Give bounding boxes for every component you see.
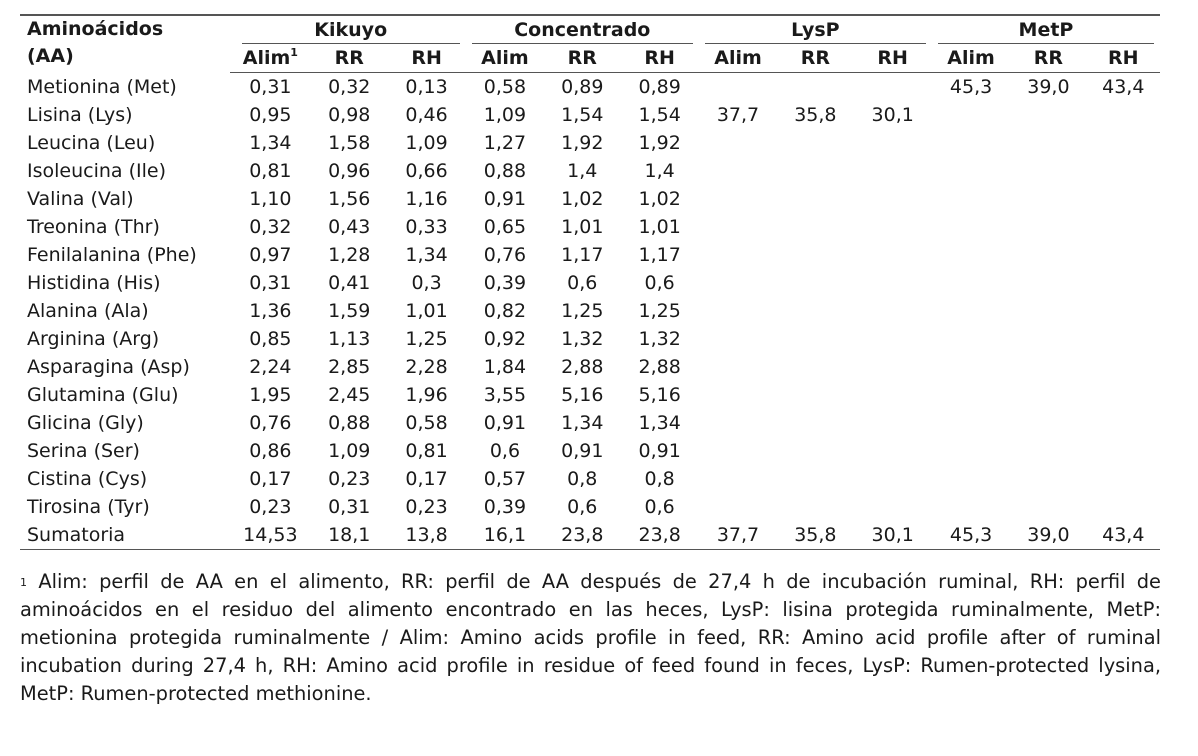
- table-cell: [1010, 465, 1086, 493]
- table-cell: 2,88: [561, 356, 604, 378]
- table-cell: [699, 493, 777, 521]
- table-cell: 0,6: [567, 496, 598, 518]
- table-cell: 1,25: [561, 300, 604, 322]
- table-cell: 30,1: [871, 104, 914, 126]
- table-cell: 5,16: [638, 384, 681, 406]
- amino-acid-table-document: [20, 14, 1160, 550]
- table-cell: [1087, 269, 1160, 297]
- row-label: Lisina (Lys): [27, 104, 133, 126]
- table-cell: 1,36: [249, 300, 292, 322]
- table-cell: 0,8: [567, 468, 598, 490]
- table-cell: [777, 325, 853, 353]
- subheader-lysp-rr: RR: [777, 44, 853, 73]
- footnote-text: Alim: perfil de AA en el alimento, RR: perfil de AA después de 27,4 h de incubación ruminal, RH: perfil de aminoácidos en el residuo del alimento encontrado en las heces, LysP: lisina protegida ruminalmente, MetP: metionina protegida ruminalmente / Alim: Amino acids profile in feed, RR: Amino acid profile after of ruminal incubation during 27,4 h, RH: Amino acid profile in residue of feed found in feces, LysP: Rumen-protected lysina, MetP: Rumen-protected methionine.: [20, 570, 1161, 705]
- table-cell: [1087, 101, 1160, 129]
- table-cell: [699, 465, 777, 493]
- table-row-total: [20, 521, 1160, 550]
- table-cell: 1,58: [328, 132, 371, 154]
- row-label: Isoleucina (Ile): [27, 160, 166, 182]
- table-cell: 37,7: [699, 521, 777, 550]
- table-cell: 1,01: [405, 300, 448, 322]
- table-cell: 37,7: [716, 104, 760, 126]
- table-cell: 0,17: [249, 468, 292, 490]
- table-cell: 1,96: [405, 384, 448, 406]
- table-cell: 0,91: [483, 412, 527, 434]
- table-row: [20, 73, 1160, 102]
- table-cell: 1,56: [328, 188, 371, 210]
- row-label: Serina (Ser): [27, 440, 140, 462]
- table-cell: 0,31: [249, 272, 292, 294]
- table-cell: 0,23: [405, 496, 448, 518]
- table-cell: 1,16: [405, 188, 448, 210]
- table-cell: 5,16: [561, 384, 604, 406]
- table-cell: [699, 353, 777, 381]
- table-cell: 43,4: [1102, 76, 1145, 98]
- table-cell: 30,1: [854, 521, 932, 550]
- row-label: Glutamina (Glu): [27, 384, 179, 406]
- table-cell: [932, 185, 1010, 213]
- table-cell: 0,6: [644, 272, 675, 294]
- table-cell: [777, 353, 853, 381]
- table-cell: 0,39: [483, 496, 527, 518]
- table-cell: 0,89: [561, 76, 604, 98]
- table-cell: [854, 129, 932, 157]
- table-cell: 0,88: [483, 160, 527, 182]
- table-cell: [1010, 157, 1086, 185]
- table-cell: 35,8: [794, 104, 837, 126]
- table-cell: 0,76: [249, 412, 292, 434]
- table-row: [20, 493, 1160, 521]
- table-cell: [854, 493, 932, 521]
- table-cell: 1,54: [638, 104, 681, 126]
- table-cell: 0,6: [567, 272, 598, 294]
- table-cell: [854, 213, 932, 241]
- table-row: [20, 101, 1160, 129]
- table-cell: [699, 409, 777, 437]
- table-cell: [932, 101, 1010, 129]
- table-cell: [1087, 185, 1160, 213]
- table-cell: [699, 157, 777, 185]
- table-cell: [854, 241, 932, 269]
- table-cell: 16,1: [466, 521, 544, 550]
- aa-header-line2: (AA): [27, 45, 74, 67]
- table-cell: [777, 465, 853, 493]
- table-cell: [1010, 129, 1086, 157]
- subheader-concentrado-rr: RR: [544, 44, 620, 73]
- table-cell: 45,3: [949, 76, 993, 98]
- table-cell: 0,43: [328, 216, 371, 238]
- table-cell: 1,25: [405, 328, 448, 350]
- table-cell: 35,8: [777, 521, 853, 550]
- table-cell: 43,4: [1087, 521, 1160, 550]
- table-cell: [777, 241, 853, 269]
- table-cell: 0,41: [328, 272, 371, 294]
- table-cell: [932, 493, 1010, 521]
- subheader-metp-alim: Alim: [932, 44, 1010, 73]
- table-row: [20, 381, 1160, 409]
- table-row: [20, 157, 1160, 185]
- table-cell: [777, 493, 853, 521]
- table-cell: [699, 297, 777, 325]
- table-cell: [932, 437, 1010, 465]
- table-cell: [777, 129, 853, 157]
- table-cell: [777, 297, 853, 325]
- table-cell: 1,28: [328, 244, 371, 266]
- table-cell: 1,17: [638, 244, 681, 266]
- table-cell: 39,0: [1010, 521, 1086, 550]
- table-cell: 1,09: [328, 440, 371, 462]
- row-label: Leucina (Leu): [27, 132, 156, 154]
- table-cell: 0,3: [411, 272, 442, 294]
- table-cell: 0,96: [328, 160, 371, 182]
- table-cell: [777, 437, 853, 465]
- table-cell: 0,32: [249, 216, 292, 238]
- row-label: Glicina (Gly): [27, 412, 144, 434]
- table-cell: [777, 381, 853, 409]
- table-cell: [777, 269, 853, 297]
- table-cell: 0,23: [328, 468, 371, 490]
- table-cell: 0,95: [249, 104, 292, 126]
- table-cell: [1010, 101, 1086, 129]
- table-cell: 1,13: [328, 328, 371, 350]
- table-cell: [854, 73, 932, 102]
- table-cell: 0,57: [483, 468, 527, 490]
- table-cell: 1,4: [567, 160, 598, 182]
- row-label: Histidina (His): [27, 272, 161, 294]
- amino-acid-table-body: [20, 73, 1160, 550]
- table-cell: [932, 297, 1010, 325]
- table-cell: 39,0: [1027, 76, 1070, 98]
- table-cell: [699, 73, 777, 102]
- table-footnote: [20, 568, 1161, 708]
- table-cell: [699, 269, 777, 297]
- table-cell: [777, 409, 853, 437]
- table-cell: 0,91: [638, 440, 681, 462]
- row-label: Sumatoria: [20, 521, 230, 550]
- table-cell: [699, 241, 777, 269]
- table-cell: [1010, 241, 1086, 269]
- table-cell: [777, 157, 853, 185]
- table-cell: [699, 381, 777, 409]
- table-cell: [1087, 157, 1160, 185]
- table-cell: [932, 409, 1010, 437]
- table-cell: [932, 325, 1010, 353]
- table-cell: [699, 437, 777, 465]
- table-cell: [1087, 409, 1160, 437]
- table-cell: [777, 213, 853, 241]
- table-cell: 18,1: [311, 521, 387, 550]
- table-cell: 0,98: [328, 104, 371, 126]
- table-cell: 0,39: [483, 272, 527, 294]
- table-cell: 1,02: [561, 188, 604, 210]
- table-cell: 0,76: [483, 244, 527, 266]
- table-row: [20, 409, 1160, 437]
- table-cell: 1,09: [405, 132, 448, 154]
- table-cell: [854, 269, 932, 297]
- table-cell: [854, 409, 932, 437]
- table-cell: [1010, 325, 1086, 353]
- table-cell: 2,45: [328, 384, 371, 406]
- table-cell: 1,01: [561, 216, 604, 238]
- group-header-lysp: LysP: [699, 15, 932, 44]
- row-label: Fenilalanina (Phe): [27, 244, 197, 266]
- table-cell: 0,58: [405, 412, 448, 434]
- table-cell: 23,8: [544, 521, 620, 550]
- table-cell: 45,3: [932, 521, 1010, 550]
- table-cell: 0,92: [483, 328, 527, 350]
- table-cell: [932, 157, 1010, 185]
- table-cell: 0,58: [483, 76, 527, 98]
- table-row: [20, 297, 1160, 325]
- table-cell: [699, 213, 777, 241]
- table-cell: 1,34: [249, 132, 292, 154]
- table-cell: 0,65: [483, 216, 527, 238]
- table-cell: [1087, 381, 1160, 409]
- table-cell: 1,54: [561, 104, 604, 126]
- table-cell: [1087, 353, 1160, 381]
- table-cell: [1010, 381, 1086, 409]
- table-cell: 0,88: [328, 412, 371, 434]
- table-cell: 1,02: [638, 188, 681, 210]
- subheader-lysp-alim: Alim: [699, 44, 777, 73]
- footnote-number: 1: [20, 576, 27, 589]
- table-row: [20, 129, 1160, 157]
- table-cell: [1087, 437, 1160, 465]
- table-cell: [932, 241, 1010, 269]
- table-cell: [932, 269, 1010, 297]
- table-cell: 1,84: [483, 356, 527, 378]
- table-cell: 1,92: [638, 132, 681, 154]
- table-cell: [854, 353, 932, 381]
- table-row: [20, 353, 1160, 381]
- table-cell: [1087, 213, 1160, 241]
- table-cell: [1087, 297, 1160, 325]
- table-cell: [932, 353, 1010, 381]
- table-cell: 1,32: [638, 328, 681, 350]
- table-cell: [1087, 129, 1160, 157]
- table-cell: [1010, 297, 1086, 325]
- table-row: [20, 185, 1160, 213]
- table-cell: 0,32: [328, 76, 371, 98]
- footnote-mark: 1: [290, 46, 298, 59]
- table-cell: 1,59: [328, 300, 371, 322]
- table-cell: [1087, 465, 1160, 493]
- table-cell: 0,91: [561, 440, 604, 462]
- table-cell: 1,32: [561, 328, 604, 350]
- table-cell: 1,34: [405, 244, 448, 266]
- table-cell: 1,4: [644, 160, 675, 182]
- table-cell: 0,33: [405, 216, 448, 238]
- table-cell: 1,95: [249, 384, 292, 406]
- table-cell: 14,53: [230, 521, 311, 550]
- table-cell: [854, 297, 932, 325]
- table-cell: [1087, 493, 1160, 521]
- table-cell: 1,09: [483, 104, 527, 126]
- table-cell: 0,85: [249, 328, 292, 350]
- table-cell: 0,81: [249, 160, 292, 182]
- subheader-kikuyo-alim: Alim$^1$: [230, 44, 311, 73]
- row-label: Alanina (Ala): [27, 300, 149, 322]
- row-label: Tirosina (Tyr): [27, 496, 150, 518]
- table-cell: 3,55: [483, 384, 527, 406]
- table-cell: 2,28: [405, 356, 448, 378]
- aa-header-line1: Aminoácidos: [27, 18, 164, 40]
- table-cell: [1010, 409, 1086, 437]
- subheader-metp-rr: RR: [1010, 44, 1086, 73]
- table-cell: 1,10: [249, 188, 292, 210]
- table-cell: [854, 381, 932, 409]
- table-cell: [932, 465, 1010, 493]
- table-cell: 0,66: [405, 160, 448, 182]
- subheader-metp-rh: RH: [1087, 44, 1160, 73]
- table-cell: 0,89: [638, 76, 681, 98]
- table-cell: 23,8: [620, 521, 698, 550]
- table-cell: 0,46: [405, 104, 448, 126]
- table-cell: [854, 157, 932, 185]
- table-cell: 0,97: [249, 244, 292, 266]
- group-header-kikuyo: Kikuyo: [230, 15, 466, 44]
- table-cell: 0,6: [489, 440, 521, 462]
- table-cell: 1,34: [561, 412, 604, 434]
- table-cell: 2,85: [328, 356, 371, 378]
- table-cell: 1,34: [638, 412, 681, 434]
- table-cell: 0,31: [328, 496, 371, 518]
- table-row: [20, 465, 1160, 493]
- subheader-concentrado-rh: RH: [620, 44, 698, 73]
- table-cell: 1,92: [561, 132, 604, 154]
- amino-acid-table: [20, 14, 1160, 550]
- row-label: Asparagina (Asp): [27, 356, 190, 378]
- table-cell: 0,91: [483, 188, 527, 210]
- table-cell: [1010, 269, 1086, 297]
- table-row: [20, 325, 1160, 353]
- table-cell: 1,17: [561, 244, 604, 266]
- table-cell: 1,01: [638, 216, 681, 238]
- table-cell: 1,27: [483, 132, 527, 154]
- table-cell: 0,6: [644, 496, 675, 518]
- table-cell: 1,25: [638, 300, 681, 322]
- table-row: [20, 437, 1160, 465]
- table-cell: 0,81: [405, 440, 448, 462]
- subheader-kikuyo-rh: RH: [387, 44, 465, 73]
- row-label: Valina (Val): [27, 188, 134, 210]
- table-cell: [1010, 437, 1086, 465]
- table-cell: [854, 465, 932, 493]
- table-cell: 0,23: [249, 496, 292, 518]
- row-label: Metionina (Met): [27, 75, 177, 98]
- table-cell: [854, 325, 932, 353]
- table-cell: [699, 129, 777, 157]
- table-cell: [777, 185, 853, 213]
- table-cell: 0,17: [405, 468, 448, 490]
- table-cell: [777, 73, 853, 102]
- amino-acid-column-header: [20, 15, 230, 73]
- table-cell: [854, 185, 932, 213]
- table-cell: [932, 129, 1010, 157]
- table-row: [20, 213, 1160, 241]
- subheader-kikuyo-rr: RR: [311, 44, 387, 73]
- row-label: Cistina (Cys): [27, 468, 148, 490]
- table-cell: [1087, 241, 1160, 269]
- table-cell: 2,88: [638, 356, 681, 378]
- table-row: [20, 241, 1160, 269]
- subheader-lysp-rh: RH: [854, 44, 932, 73]
- table-cell: 0,13: [405, 76, 448, 98]
- table-row: [20, 269, 1160, 297]
- table-cell: [1010, 213, 1086, 241]
- table-cell: 13,8: [387, 521, 465, 550]
- table-cell: [1010, 353, 1086, 381]
- table-cell: 0,86: [249, 440, 292, 462]
- table-cell: 2,24: [249, 356, 292, 378]
- table-cell: [932, 381, 1010, 409]
- group-header-concentrado: Concentrado: [466, 15, 699, 44]
- table-cell: [1010, 493, 1086, 521]
- table-cell: 0,31: [249, 76, 292, 98]
- group-header-metp: MetP: [932, 15, 1160, 44]
- table-cell: [699, 185, 777, 213]
- table-cell: [699, 325, 777, 353]
- table-cell: [1087, 325, 1160, 353]
- row-label: Treonina (Thr): [27, 216, 160, 238]
- row-label: Arginina (Arg): [27, 328, 160, 350]
- table-cell: 0,82: [483, 300, 527, 322]
- table-cell: [1010, 185, 1086, 213]
- subheader-concentrado-alim: Alim: [466, 44, 544, 73]
- table-cell: 0,8: [644, 468, 675, 490]
- table-cell: [854, 437, 932, 465]
- table-cell: [932, 213, 1010, 241]
